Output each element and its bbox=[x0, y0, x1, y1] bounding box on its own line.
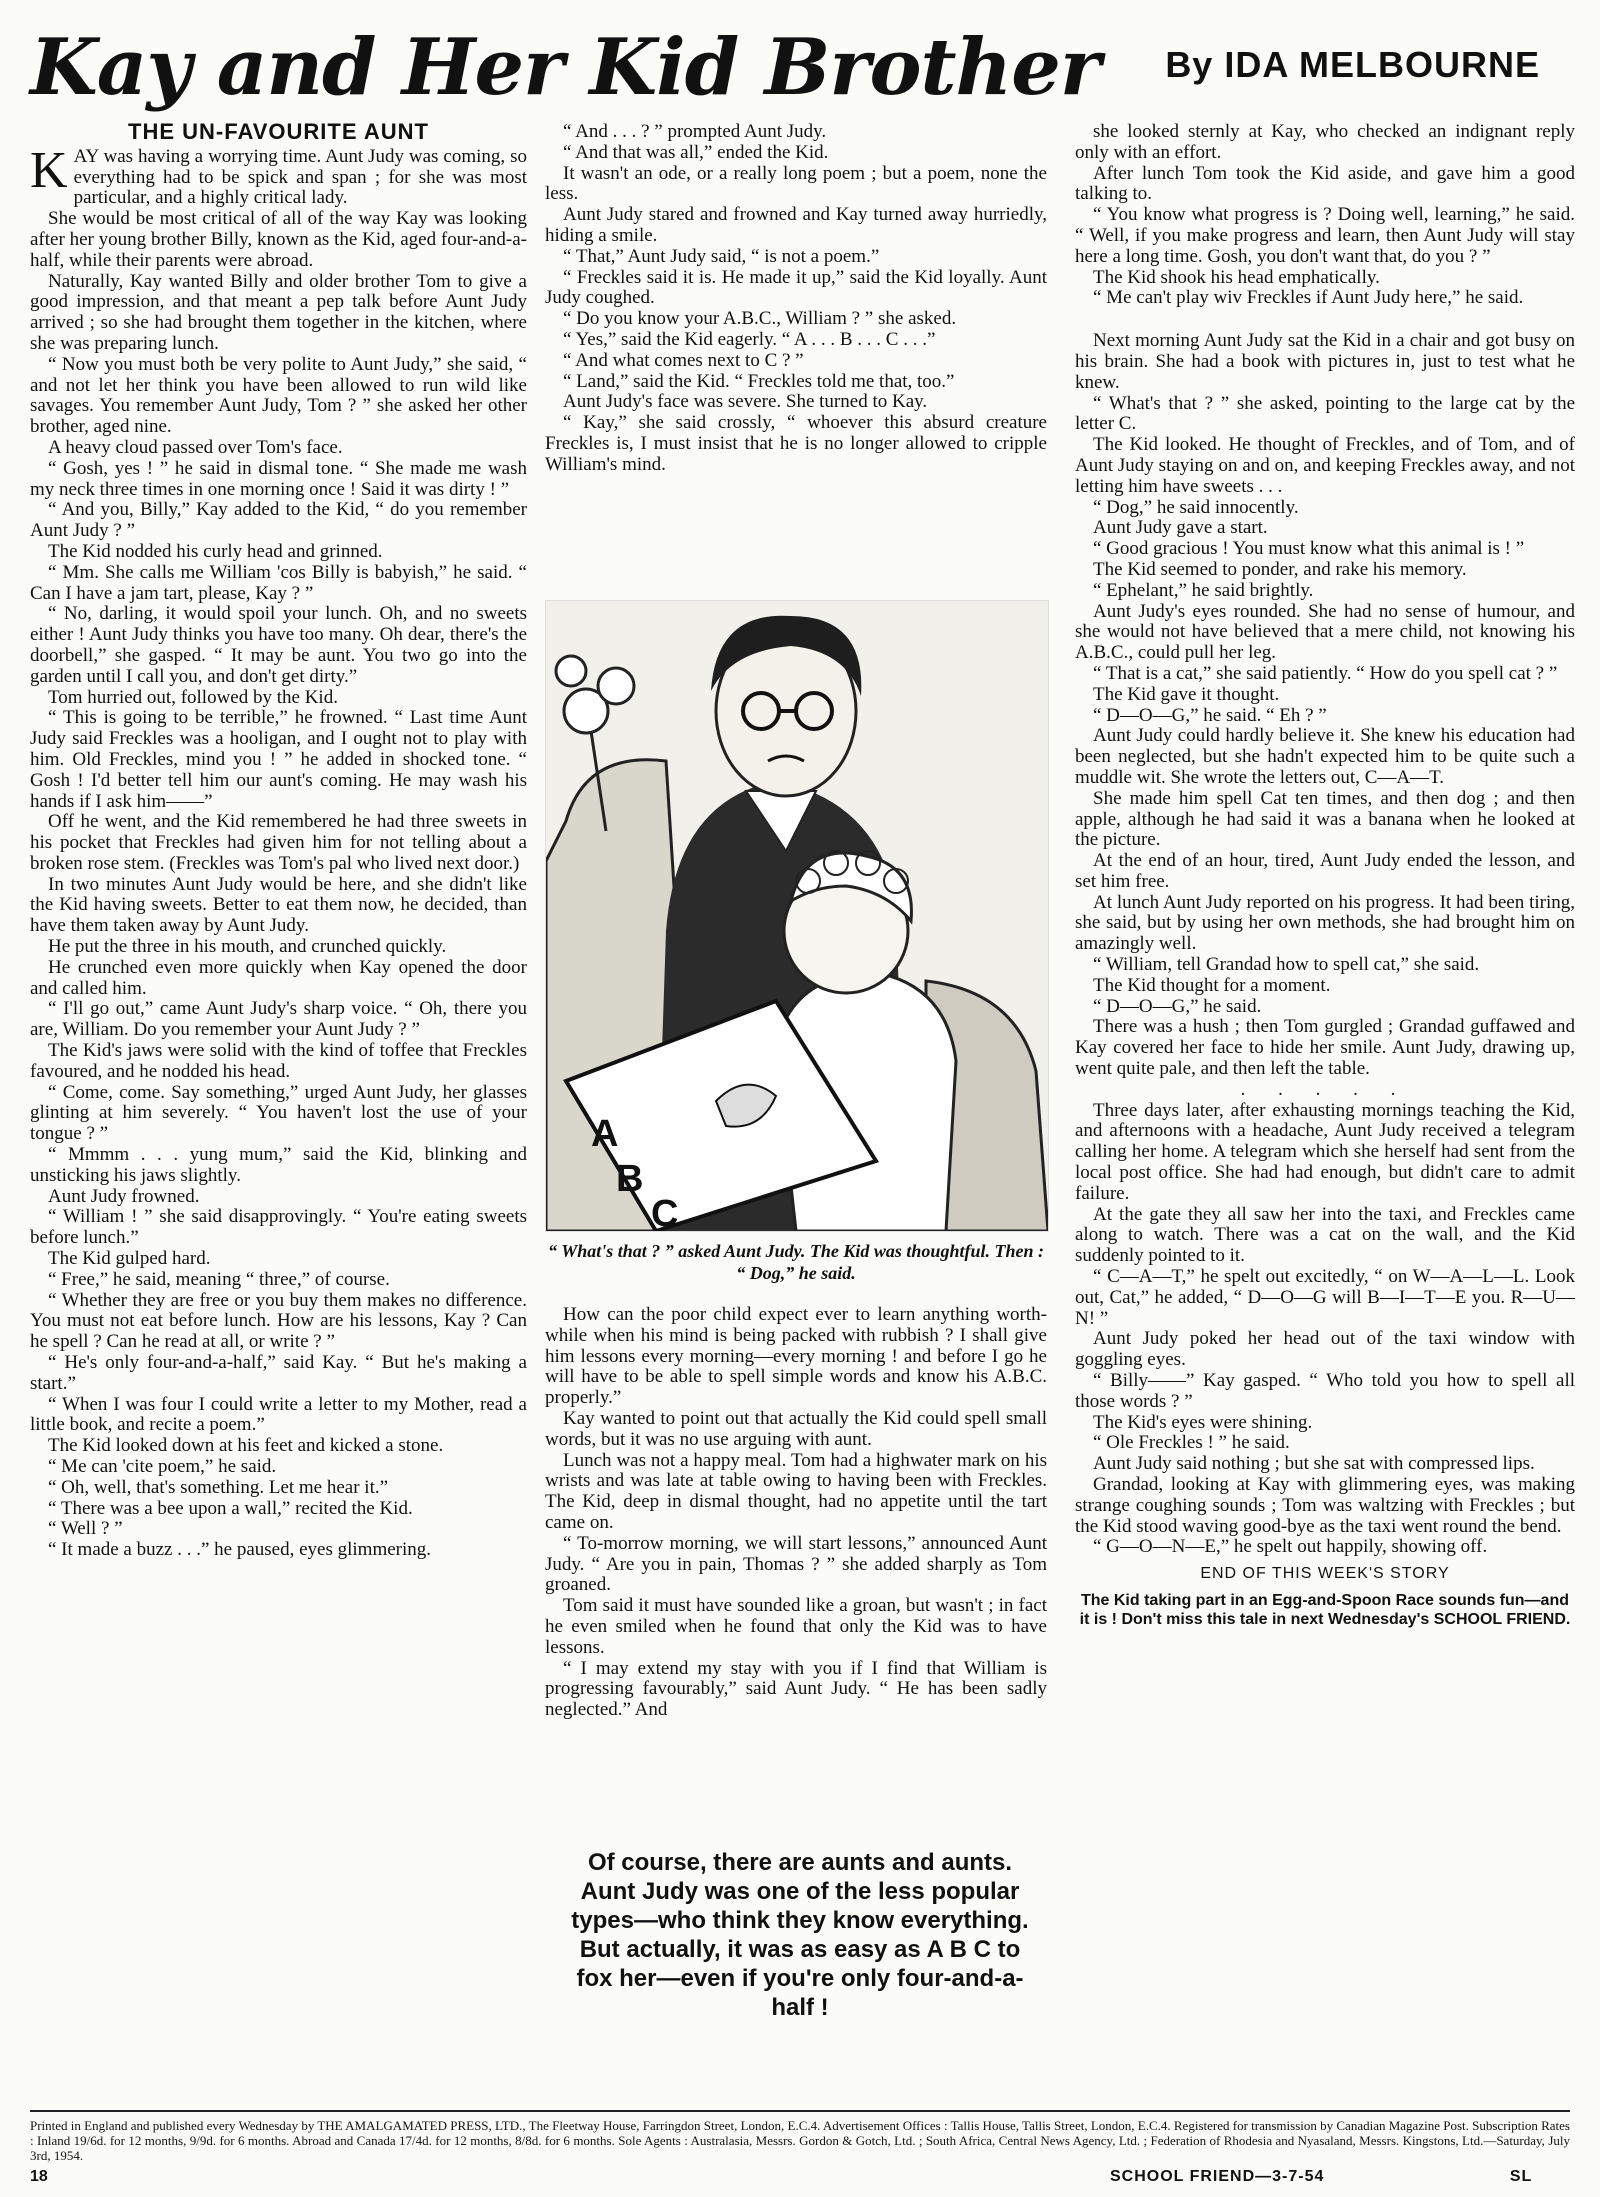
paragraph: Tom said it must have sounded like a groan, but wasn't ; in fact he even smiled when he found that only the Kid was to have lessons. bbox=[545, 1595, 1047, 1658]
paragraph: The Kid nodded his curly head and grinned. bbox=[48, 540, 383, 562]
paragraph: Tom hurried out, followed by the Kid. bbox=[48, 686, 338, 708]
footer-rule bbox=[30, 2110, 1570, 2112]
paragraph: The Kid gave it thought. bbox=[1093, 683, 1280, 705]
column-2b-text bbox=[545, 1305, 1047, 1721]
paragraph: In two minutes Aunt Judy would be here, and she didn't like the Kid having sweets. Better to eat them now, he decided, than have them taken away by Aunt Judy. bbox=[30, 873, 527, 937]
imprint: Printed in England and published every Wednesday by THE AMALGAMATED PRESS, LTD., The Fleetway House, Farringdon Street, London, E.C.4. Advertisement Offices : Tallis House, Tallis Street, London, E.C.4. Registered for transmission by Canadian Magazine Post. Subscription Rates : Inland 19/6d. for 12 months, 9/9d. for 6 months. Abroad and Canada 17/4d. for 12 months, 8/8d. for 6 months. Sole Agents : Australasia, Messrs. Gordon & Gotch, Ltd. ; South Africa, Central News Agency, Ltd. ; Federation of Rhodesia and Nyasaland, Messrs. Kingstons, Ltd.—Saturday, July 3rd, 1954. bbox=[30, 2118, 1570, 2163]
paragraph: Naturally, Kay wanted Billy and older brother Tom to give a good impression, and that meant a pep talk before Aunt Judy arrived ; so she had brought them together in the kitchen, where she was preparing lunch. bbox=[30, 270, 527, 354]
paragraph: The Kid's eyes were shining. bbox=[1093, 1411, 1313, 1433]
column-2-bottom bbox=[545, 1305, 1047, 1840]
paragraph: “ You know what progress is ? Doing well, learning,” he said. “ Well, if you make progress and learn, then Aunt Judy will stay here a long time. Gosh, you don't want that, do you ? ” bbox=[1075, 204, 1575, 267]
callout-box: Of course, there are aunts and aunts. Aunt Judy was one of the less popular types—who think they know everything. But actually, it was as easy as A B C to fox her—even if you're only four-and-a-half ! bbox=[571, 1849, 1029, 2021]
chapter-heading: THE UN-FAVOURITE AUNT bbox=[128, 122, 429, 144]
paragraph: “ He's only four-and-a-half,” said Kay. “ But he's making a start.” bbox=[30, 1352, 527, 1394]
column-1-text bbox=[30, 141, 527, 1561]
paragraph: How can the poor child expect ever to learn anything worth-while when his mind is being packed with rubbish ? I shall give him lessons every morning—every morning ! and before I go he will have to be able to spell simple words and know his A.B.C. properly.” bbox=[545, 1305, 1047, 1409]
paragraph: “ When I was four I could write a letter to my Mother, read a little book, and recite a poem.” bbox=[30, 1393, 527, 1436]
paragraph: Aunt Judy could hardly believe it. She knew his education had been neglected, but she hadn't expected him to be quite such a muddle wit. She wrote the letters out, C—A—T. bbox=[1075, 725, 1575, 788]
paragraph: “ Ephelant,” he said brightly. bbox=[1093, 579, 1314, 601]
paragraph: At the end of an hour, tired, Aunt Judy ended the lesson, and set him free. bbox=[1075, 850, 1575, 892]
paragraph: He put the three in his mouth, and crunched quickly. bbox=[48, 936, 447, 958]
book-letter: C bbox=[651, 1193, 679, 1231]
paragraph: “ Gosh, yes ! ” he said in dismal tone. “ She made me wash my neck three times in one morning once ! Said it was dirty ! ” bbox=[30, 457, 527, 500]
issue-name: SCHOOL FRIEND—3-7-54 bbox=[1110, 2168, 1325, 2185]
paragraph: “ Yes,” said the Kid eagerly. “ A . . . B . . . C . . .” bbox=[563, 328, 936, 350]
paragraph: Aunt Judy poked her head out of the taxi window with goggling eyes. bbox=[1075, 1328, 1575, 1371]
book-letter: A bbox=[591, 1113, 619, 1155]
paragraph: Off he went, and the Kid remembered he had three sweets in his pocket that Freckles had given him for not telling about a broken rose stem. (Freckles was Tom's pal who lived next door.) bbox=[30, 811, 527, 874]
paragraph: The Kid seemed to ponder, and rake his memory. bbox=[1093, 558, 1467, 580]
paragraph: Lunch was not a happy meal. Tom had a highwater mark on his wrists and was late at table owing to having been with Freckles. The Kid, deep in dismal thought, had no appetite until the tart came on. bbox=[545, 1449, 1047, 1533]
paragraph: He crunched even more quickly when Kay opened the door and called him. bbox=[30, 956, 527, 999]
paragraph: Aunt Judy's eyes rounded. She had no sense of humour, and she would not have believed that a mere child, not knowing his A.B.C., could pull her leg. bbox=[1075, 600, 1575, 664]
footer-code: SL bbox=[1509, 2168, 1533, 2185]
paragraph: “ That is a cat,” she said patiently. “ How do you spell cat ? ” bbox=[1093, 662, 1558, 684]
paragraph: After lunch Tom took the Kid aside, and gave him a good talking to. bbox=[1075, 162, 1575, 205]
paragraph: “ William ! ” she said disapprovingly. “ You're eating sweets before lunch.” bbox=[30, 1206, 527, 1249]
paragraph: “ And what comes next to C ? ” bbox=[563, 349, 804, 371]
paragraph: Aunt Judy's face was severe. She turned to Kay. bbox=[563, 391, 928, 413]
paragraph: “ Mmmm . . . yung mum,” said the Kid, blinking and unsticking his jaws slightly. bbox=[30, 1144, 527, 1186]
paragraph: Aunt Judy frowned. bbox=[48, 1185, 200, 1207]
paragraph: The Kid gulped hard. bbox=[48, 1248, 211, 1270]
paragraph: Kay wanted to point out that actually the Kid could spell small words, but it was no use arguing with aunt. bbox=[545, 1407, 1047, 1450]
paragraph: “ Kay,” she said crossly, “ whoever this absurd creature Freckles is, I must insist that he is no longer allowed to cripple William's mind. bbox=[545, 412, 1047, 475]
paragraph: “ Land,” said the Kid. “ Freckles told me that, too.” bbox=[563, 370, 955, 392]
paragraph: “ No, darling, it would spoil your lunch. Oh, and no sweets either ! Aunt Judy thinks you have too many. Oh dear, there's the doorbell,” she gasped. “ It may be aunt. You two go into the garden until I call you, and don't get dirty.” bbox=[30, 603, 527, 687]
paragraph: “ To-morrow morning, we will start lessons,” announced Aunt Judy. “ Are you in pain, Thomas ? ” she added sharply as Tom groaned. bbox=[545, 1532, 1047, 1596]
byline: By IDA MELBOURNE bbox=[1165, 44, 1540, 85]
page-number: 18 bbox=[30, 2168, 48, 2185]
paragraph: At lunch Aunt Judy reported on his progress. It had been tiring, she said, but by using her own methods, she had brought him on amazingly well. bbox=[1075, 891, 1575, 955]
paragraph: She made him spell Cat ten times, and then dog ; and then apple, although he had said it was a banana when he looked at the picture. bbox=[1075, 787, 1575, 851]
illustration bbox=[545, 600, 1049, 1232]
end-note: END OF THIS WEEK'S STORY bbox=[1200, 1565, 1450, 1583]
paragraph: “ Oh, well, that's something. Let me hear it.” bbox=[48, 1476, 389, 1498]
paragraph: “ Whether they are free or you buy them makes no difference. You must not eat before lunch. How are his lessons, Kay ? Can he spell ? Can he read at all, or write ? ” bbox=[30, 1289, 527, 1353]
paragraph: A heavy cloud passed over Tom's face. bbox=[48, 436, 343, 458]
paragraph: Aunt Judy stared and frowned and Kay turned away hurriedly, hiding a smile. bbox=[545, 204, 1047, 246]
drop-cap: K bbox=[30, 141, 68, 199]
paragraph: “ What's that ? ” she asked, pointing to the large cat by the letter C. bbox=[1075, 392, 1575, 435]
column-1 bbox=[30, 122, 527, 1892]
paragraph: The Kid looked down at his feet and kicked a stone. bbox=[48, 1435, 444, 1457]
paragraph: “ Freckles said it is. He made it up,” said the Kid loyally. Aunt Judy coughed. bbox=[545, 266, 1047, 309]
paragraph: “ I'll go out,” came Aunt Judy's sharp voice. “ Oh, there you are, William. Do you remember your Aunt Judy ? ” bbox=[30, 998, 527, 1041]
paragraph: “ This is going to be terrible,” he frowned. “ Last time Aunt Judy said Freckles was a hooligan, and I ought not to play with him. Old Freckles, mind you ! ” he added in shocked tone. “ Gosh ! I'd better tell him our aunt's coming. He may wash his hands if I ask him——” bbox=[30, 707, 527, 812]
paragraph: “ Come, come. Say something,” urged Aunt Judy, her glasses glinting at him severely. “ You haven't lost the use of your tongue ? ” bbox=[30, 1081, 527, 1145]
paragraph: “ G—O—N—E,” he spelt out happily, showing off. bbox=[1093, 1536, 1488, 1558]
paragraph: “ Me can't play wiv Freckles if Aunt Judy here,” he said. bbox=[1093, 287, 1524, 309]
paragraph: “ Mm. She calls me William 'cos Billy is babyish,” he said. “ Can I have a jam tart, please, Kay ? ” bbox=[30, 561, 527, 604]
next-week-teaser: The Kid taking part in an Egg-and-Spoon Race sounds fun—and it is ! Don't miss this tale in next Wednesday's SCHOOL FRIEND. bbox=[1079, 1591, 1571, 1628]
paragraph: “ And you, Billy,” Kay added to the Kid, “ do you remember Aunt Judy ? ” bbox=[30, 499, 527, 542]
paragraph: “ C—A—T,” he spelt out excitedly, “ on W—A—L—L. Look out, Cat,” he added, “ D—O—G will B—I—T—E you. R—U—N! ” bbox=[1075, 1266, 1575, 1329]
illustration-caption: “ What's that ? ” asked Aunt Judy. The Kid was thoughtful. Then : “ Dog,” he said. bbox=[548, 1241, 1044, 1283]
paragraph: “ And that was all,” ended the Kid. bbox=[563, 141, 829, 163]
paragraph: The Kid thought for a moment. bbox=[1093, 974, 1331, 996]
paragraph: “ Do you know your A.B.C., William ? ” she asked. bbox=[563, 308, 957, 330]
column-2-top bbox=[545, 122, 1047, 622]
paragraph: Aunt Judy said nothing ; but she sat with compressed lips. bbox=[1093, 1453, 1535, 1475]
paragraph: Grandad, looking at Kay with glimmering eyes, was making strange coughing sounds ; Tom was waltzing with Freckles ; but the Kid stood waving good-bye as the taxi went round the bend. bbox=[1075, 1474, 1575, 1537]
paragraph: “ That,” Aunt Judy said, “ is not a poem.” bbox=[563, 245, 880, 267]
paragraph: “ Me can 'cite poem,” he said. bbox=[48, 1456, 277, 1477]
scene-separator: . . . . . bbox=[1240, 1078, 1410, 1100]
paragraph: “ Billy——” Kay gasped. “ Who told you how to spell all those words ? ” bbox=[1075, 1370, 1575, 1412]
paragraph: The Kid's jaws were solid with the kind of toffee that Freckles favoured, and he nodded his head. bbox=[30, 1040, 527, 1082]
masthead bbox=[30, 20, 1570, 120]
paragraph: The Kid looked. He thought of Freckles, and of Tom, and of Aunt Judy staying on and on, and keeping Freckles away, and not letting him have sweets . . . bbox=[1075, 434, 1575, 497]
paragraph: She would be most critical of all of the way Kay was looking after her young brother Billy, known as the Kid, aged four-and-a-half, while their parents were abroad. bbox=[30, 208, 527, 271]
column-3c-text bbox=[1075, 1101, 1575, 1559]
paragraph: “ Now you must both be very polite to Aunt Judy,” she said, “ and not let her think you have been allowed to run wild like savages. You remember Aunt Judy, Tom ? ” she asked her other brother, aged nine. bbox=[30, 353, 527, 438]
paragraph: “ It made a buzz . . .” he paused, eyes glimmering. bbox=[48, 1539, 432, 1561]
paragraph: Aunt Judy gave a start. bbox=[1093, 517, 1268, 539]
paragraph: “ I may extend my stay with you if I find that William is progressing favourably,” said Aunt Judy. “ He has been sadly neglected.” And bbox=[545, 1657, 1047, 1721]
paragraph: “ There was a bee upon a wall,” recited the Kid. bbox=[48, 1497, 413, 1519]
book-letter: B bbox=[616, 1158, 644, 1200]
story-title: Kay and Her Kid Brother bbox=[30, 22, 1100, 113]
paragraph: There was a hush ; then Tom gurgled ; Grandad guffawed and Kay covered her face to hide her smile. Aunt Judy, drawing up, went quite pale, and then left the table. bbox=[1075, 1016, 1575, 1080]
paragraph: “ Good gracious ! You must know what this animal is ! ” bbox=[1093, 538, 1525, 560]
paragraph: “ D—O—G,” he said. bbox=[1093, 995, 1262, 1017]
paragraph: she looked sternly at Kay, who checked an indignant reply only with an effort. bbox=[1075, 122, 1575, 163]
illustration-drawing bbox=[546, 601, 1048, 1231]
paragraph: At the gate they all saw her into the taxi, and Freckles came along to watch. There was a cat on the wall, and the Kid suddenly pointed to it. bbox=[1075, 1203, 1575, 1267]
paragraph: The Kid shook his head emphatically. bbox=[1093, 266, 1380, 288]
column-3a-text bbox=[1075, 122, 1575, 309]
paragraph: “ And . . . ? ” prompted Aunt Judy. bbox=[563, 122, 827, 142]
paragraph: Three days later, after exhausting mornings teaching the Kid, and afternoons with a headache, Aunt Judy received a telegram calling her home. A telegram which she herself had sent from the local post office. She had had enough, but didn't care to admit failure. bbox=[1075, 1099, 1575, 1204]
column-3b-text bbox=[1075, 331, 1575, 1080]
paragraph: “ Dog,” he said innocently. bbox=[1093, 496, 1299, 518]
paragraph: “ Free,” he said, meaning “ three,” of course. bbox=[48, 1268, 390, 1290]
paragraph: It wasn't an ode, or a really long poem ; but a poem, none the less. bbox=[545, 162, 1047, 205]
paragraph: “ D—O—G,” he said. “ Eh ? ” bbox=[1093, 704, 1327, 726]
paragraph: “ William, tell Grandad how to spell cat,” she said. bbox=[1093, 954, 1480, 976]
paragraph: AY was having a worrying time. Aunt Judy was coming, so everything had to be spick and span ; for she was most particular, and a highly critical lady. bbox=[73, 145, 527, 209]
column-3 bbox=[1075, 122, 1575, 1832]
paragraph: “ Ole Freckles ! ” he said. bbox=[1093, 1432, 1290, 1454]
paragraph: “ Well ? ” bbox=[48, 1518, 123, 1540]
column-2-text bbox=[545, 122, 1047, 476]
paragraph: Next morning Aunt Judy sat the Kid in a chair and got busy on his brain. She had a book with pictures in, just to test what he knew. bbox=[1075, 330, 1575, 393]
issue-line bbox=[1110, 2168, 1532, 2186]
